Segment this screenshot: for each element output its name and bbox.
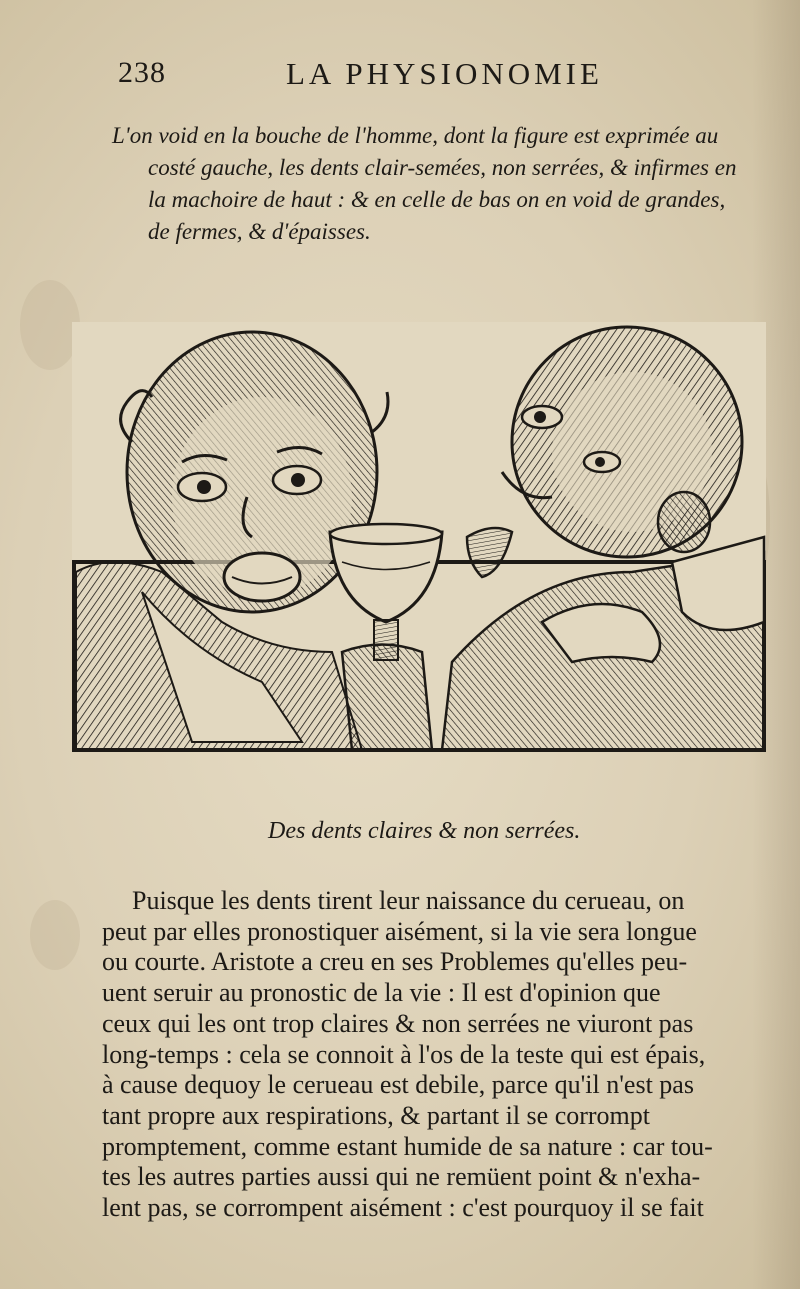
figure-description-line: la machoire de haut : & en celle de bas on en void de grandes, [148,187,726,212]
right-man-ear [658,492,710,552]
body-line: Puisque les dents tirent leur naissance du cerueau, on [132,886,685,915]
body-line: tes les autres parties aussi qui ne remüent point & n'exha- [102,1162,701,1192]
body-line: uent seruir au pronostic de la vie : Il est d'opinion que [102,978,661,1008]
body-line: long-temps : cela se connoit à l'os de la teste qui est épais, [102,1039,706,1069]
running-head: LA PHYSIONOMIE [286,56,603,91]
hand [342,645,432,751]
left-man-mouth [224,553,300,601]
woodcut-illustration [72,322,766,752]
figure-description-line: costé gauche, les dents clair-semées, non serrées, & infirmes en [148,155,737,180]
paper-stain [30,900,80,970]
illustration-caption: Des dents claires & non serrées. [268,818,581,844]
body-line: peut par elles pronostiquer aisément, si la vie sera longue [102,916,697,946]
body-paragraph [102,886,766,1224]
body-line: tant propre aux respirations, & partant il se corrompt [102,1100,651,1130]
body-line: ceux qui les ont trop claires & non serrées ne viuront pas [102,1008,694,1038]
figure-description [112,120,772,248]
body-line: lent pas, se corrompent aisément : c'est pourquoy il se fait [102,1193,704,1223]
paper-stain [20,280,80,370]
page-number: 238 [118,56,166,89]
body-line: à cause dequoy le cerueau est debile, parce qu'il n'est pas [102,1070,694,1100]
figure-description-line: de fermes, & d'épaisses. [148,219,371,244]
page-header [118,52,758,98]
body-line: promptement, comme estant humide de sa nature : car tou- [102,1131,713,1161]
body-line: ou courte. Aristote a creu en ses Problemes qu'elles peu- [102,947,688,977]
figure-description-line: L'on void en la bouche de l'homme, dont la figure est exprimée au [112,123,719,148]
